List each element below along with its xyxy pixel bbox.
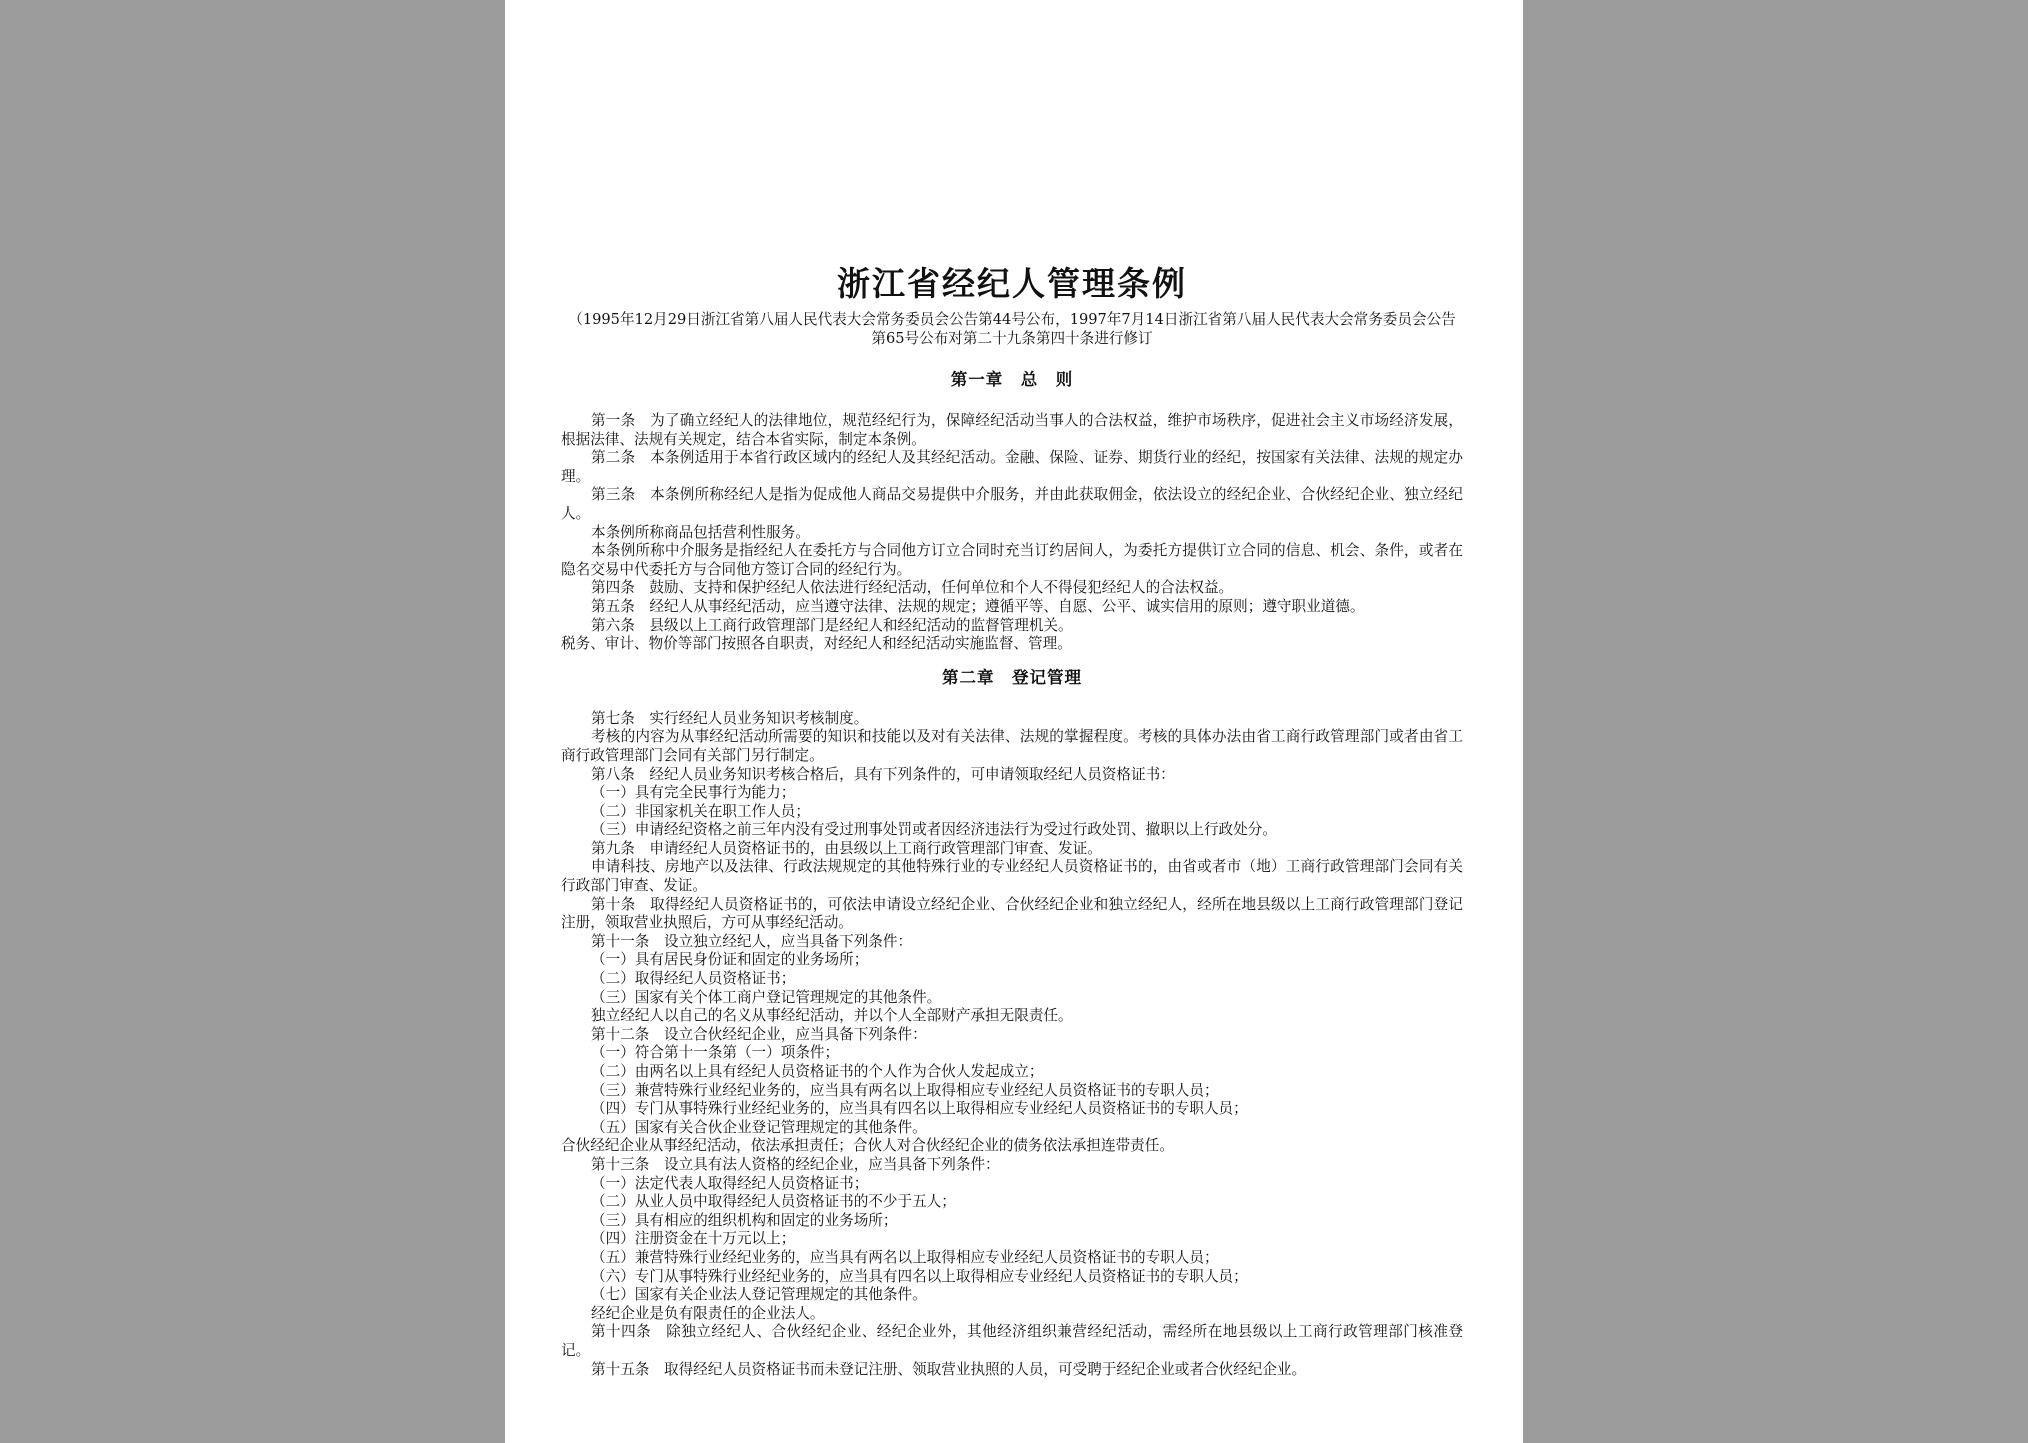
list-item: （六）专门从事特殊行业经纪业务的，应当具有四名以上取得相应专业经纪人员资格证书的专职人员； xyxy=(591,1267,1248,1285)
list-item: （一）法定代表人取得经纪人员资格证书； xyxy=(591,1174,869,1192)
list-item: （二）由两名以上具有经纪人员资格证书的个人作为合伙人发起成立； xyxy=(591,1063,1044,1080)
document-page xyxy=(505,0,1523,1443)
list-item: （五）国家有关合伙企业登记管理规定的其他条件。 xyxy=(591,1118,927,1136)
article-paragraph: 第二条 本条例适用于本省行政区域内的经纪人及其经纪活动。金融、保险、证券、期货行业的经纪，按国家有关法律、法规的规定办理。 xyxy=(561,449,1463,485)
article-paragraph: 第十条 取得经纪人员资格证书的，可依法申请设立经纪企业、合伙经纪企业和独立经纪人，经所在地县级以上工商行政管理部门登记注册，领取营业执照后，方可从事经纪活动。 xyxy=(561,895,1463,932)
article-paragraph: 第五条 经纪人从事经纪活动，应当遵守法律、法规的规定；遵循平等、自愿、公平、诚实信用的原则；遵守职业道德。 xyxy=(591,597,1365,615)
article-paragraph: 第八条 经纪人员业务知识考核合格后，具有下列条件的，可申请领取经纪人员资格证书： xyxy=(591,765,1175,783)
article-paragraph: 第十五条 取得经纪人员资格证书而未登记注册、领取营业执照的人员，可受聘于经纪企业或者合伙经纪企业。 xyxy=(591,1360,1307,1378)
article-paragraph: 第十一条 设立独立经纪人，应当具备下列条件： xyxy=(591,932,913,950)
article-paragraph: 本条例所称商品包括营利性服务。 xyxy=(591,523,810,541)
chapter-heading: 第二章 登记管理 xyxy=(942,667,1082,687)
article-paragraph: 第六条 县级以上工商行政管理部门是经纪人和经纪活动的监督管理机关。 xyxy=(591,616,1073,634)
article-paragraph: 第十二条 设立合伙经纪企业，应当具备下列条件： xyxy=(591,1025,927,1043)
article-paragraph: 税务、审计、物价等部门按照各自职责，对经纪人和经纪活动实施监督、管理。 xyxy=(561,635,1072,653)
document-note: （1995年12月29日浙江省第八届人民代表大会常务委员会公告第44号公布，1997年7月14日浙江省第八届人民代表大会常务委员会公告第65号公布对第二十九条第四十条进行修订 xyxy=(568,311,1456,347)
article-paragraph: 申请科技、房地产以及法律、行政法规规定的其他特殊行业的专业经纪人员资格证书的，由省或者市（地）工商行政管理部门会同有关行政部门审查、发证。 xyxy=(561,858,1463,895)
list-item: （二）取得经纪人员资格证书； xyxy=(591,970,796,988)
article-paragraph: 本条例所称中介服务是指经纪人在委托方与合同他方订立合同时充当订约居间人，为委托方提供订立合同的信息、机会、条件，或者在隐名交易中代委托方与合同他方签订合同的经纪行为。 xyxy=(561,542,1463,578)
article-paragraph: 经纪企业是负有限责任的企业法人。 xyxy=(591,1304,825,1322)
list-item: （四）注册资金在十万元以上； xyxy=(591,1230,796,1248)
article-paragraph: 第七条 实行经纪人员业务知识考核制度。 xyxy=(591,709,869,727)
article-paragraph: 第十四条 除独立经纪人、合伙经纪企业、经纪企业外，其他经济组织兼营经纪活动，需经所在地县级以上工商行政管理部门核准登记。 xyxy=(561,1323,1463,1359)
list-item: （二）从业人员中取得经纪人员资格证书的不少于五人； xyxy=(591,1193,956,1211)
list-item: （四）专门从事特殊行业经纪业务的，应当具有四名以上取得相应专业经纪人员资格证书的专职人员； xyxy=(591,1100,1248,1118)
chapter-body xyxy=(561,412,1463,654)
list-item: （七）国家有关企业法人登记管理规定的其他条件。 xyxy=(591,1286,927,1304)
list-item: （一）具有居民身份证和固定的业务场所； xyxy=(591,951,869,969)
list-item: （二）非国家机关在职工作人员； xyxy=(591,802,810,820)
section-chapter-1 xyxy=(561,368,1463,654)
list-item: （三）具有相应的组织机构和固定的业务场所； xyxy=(591,1211,898,1229)
article-paragraph: 第四条 鼓励、支持和保护经纪人依法进行经纪活动，任何单位和个人不得侵犯经纪人的合法权益。 xyxy=(591,579,1234,597)
list-item: （一）符合第十一条第（一）项条件； xyxy=(591,1044,840,1062)
chapter-heading: 第一章 总 则 xyxy=(950,370,1074,389)
document-title: 浙江省经纪人管理条例 xyxy=(837,264,1187,303)
chapter-body xyxy=(561,710,1463,1379)
article-paragraph: 第一条 为了确立经纪人的法律地位，规范经纪行为，保障经纪活动当事人的合法权益，维护市场秩序，促进社会主义市场经济发展，根据法律、法规有关规定，结合本省实际，制定本条例。 xyxy=(561,412,1463,448)
article-paragraph: 第三条 本条例所称经纪人是指为促成他人商品交易提供中介服务，并由此获取佣金，依法设立的经纪企业、合伙经纪企业、独立经纪人。 xyxy=(561,486,1463,522)
list-item: （五）兼营特殊行业经纪业务的，应当具有两名以上取得相应专业经纪人员资格证书的专职人员； xyxy=(591,1248,1219,1266)
list-item: （一）具有完全民事行为能力； xyxy=(591,784,796,802)
list-item: （三）国家有关个体工商户登记管理规定的其他条件。 xyxy=(591,988,942,1006)
article-paragraph: 第十三条 设立具有法人资格的经纪企业，应当具备下列条件： xyxy=(591,1155,1000,1173)
article-paragraph: 考核的内容为从事经纪活动所需要的知识和技能以及对有关法律、法规的掌握程度。考核的具体办法由省工商行政管理部门或者由省工商行政管理部门会同有关部门另行制定。 xyxy=(561,728,1463,764)
article-paragraph: 合伙经纪企业从事经纪活动，依法承担责任；合伙人对合伙经纪企业的债务依法承担连带责任。 xyxy=(561,1137,1174,1155)
article-paragraph: 独立经纪人以自己的名义从事经纪活动，并以个人全部财产承担无限责任。 xyxy=(591,1007,1073,1025)
list-item: （三）兼营特殊行业经纪业务的，应当具有两名以上取得相应专业经纪人员资格证书的专职人员； xyxy=(591,1081,1219,1099)
article-paragraph: 第九条 申请经纪人员资格证书的，由县级以上工商行政管理部门审查、发证。 xyxy=(591,839,1102,857)
list-item: （三）申请经纪资格之前三年内没有受过刑事处罚或者因经济违法行为受过行政处罚、撤职以上行政处分。 xyxy=(591,821,1277,839)
section-chapter-2 xyxy=(561,666,1463,1379)
